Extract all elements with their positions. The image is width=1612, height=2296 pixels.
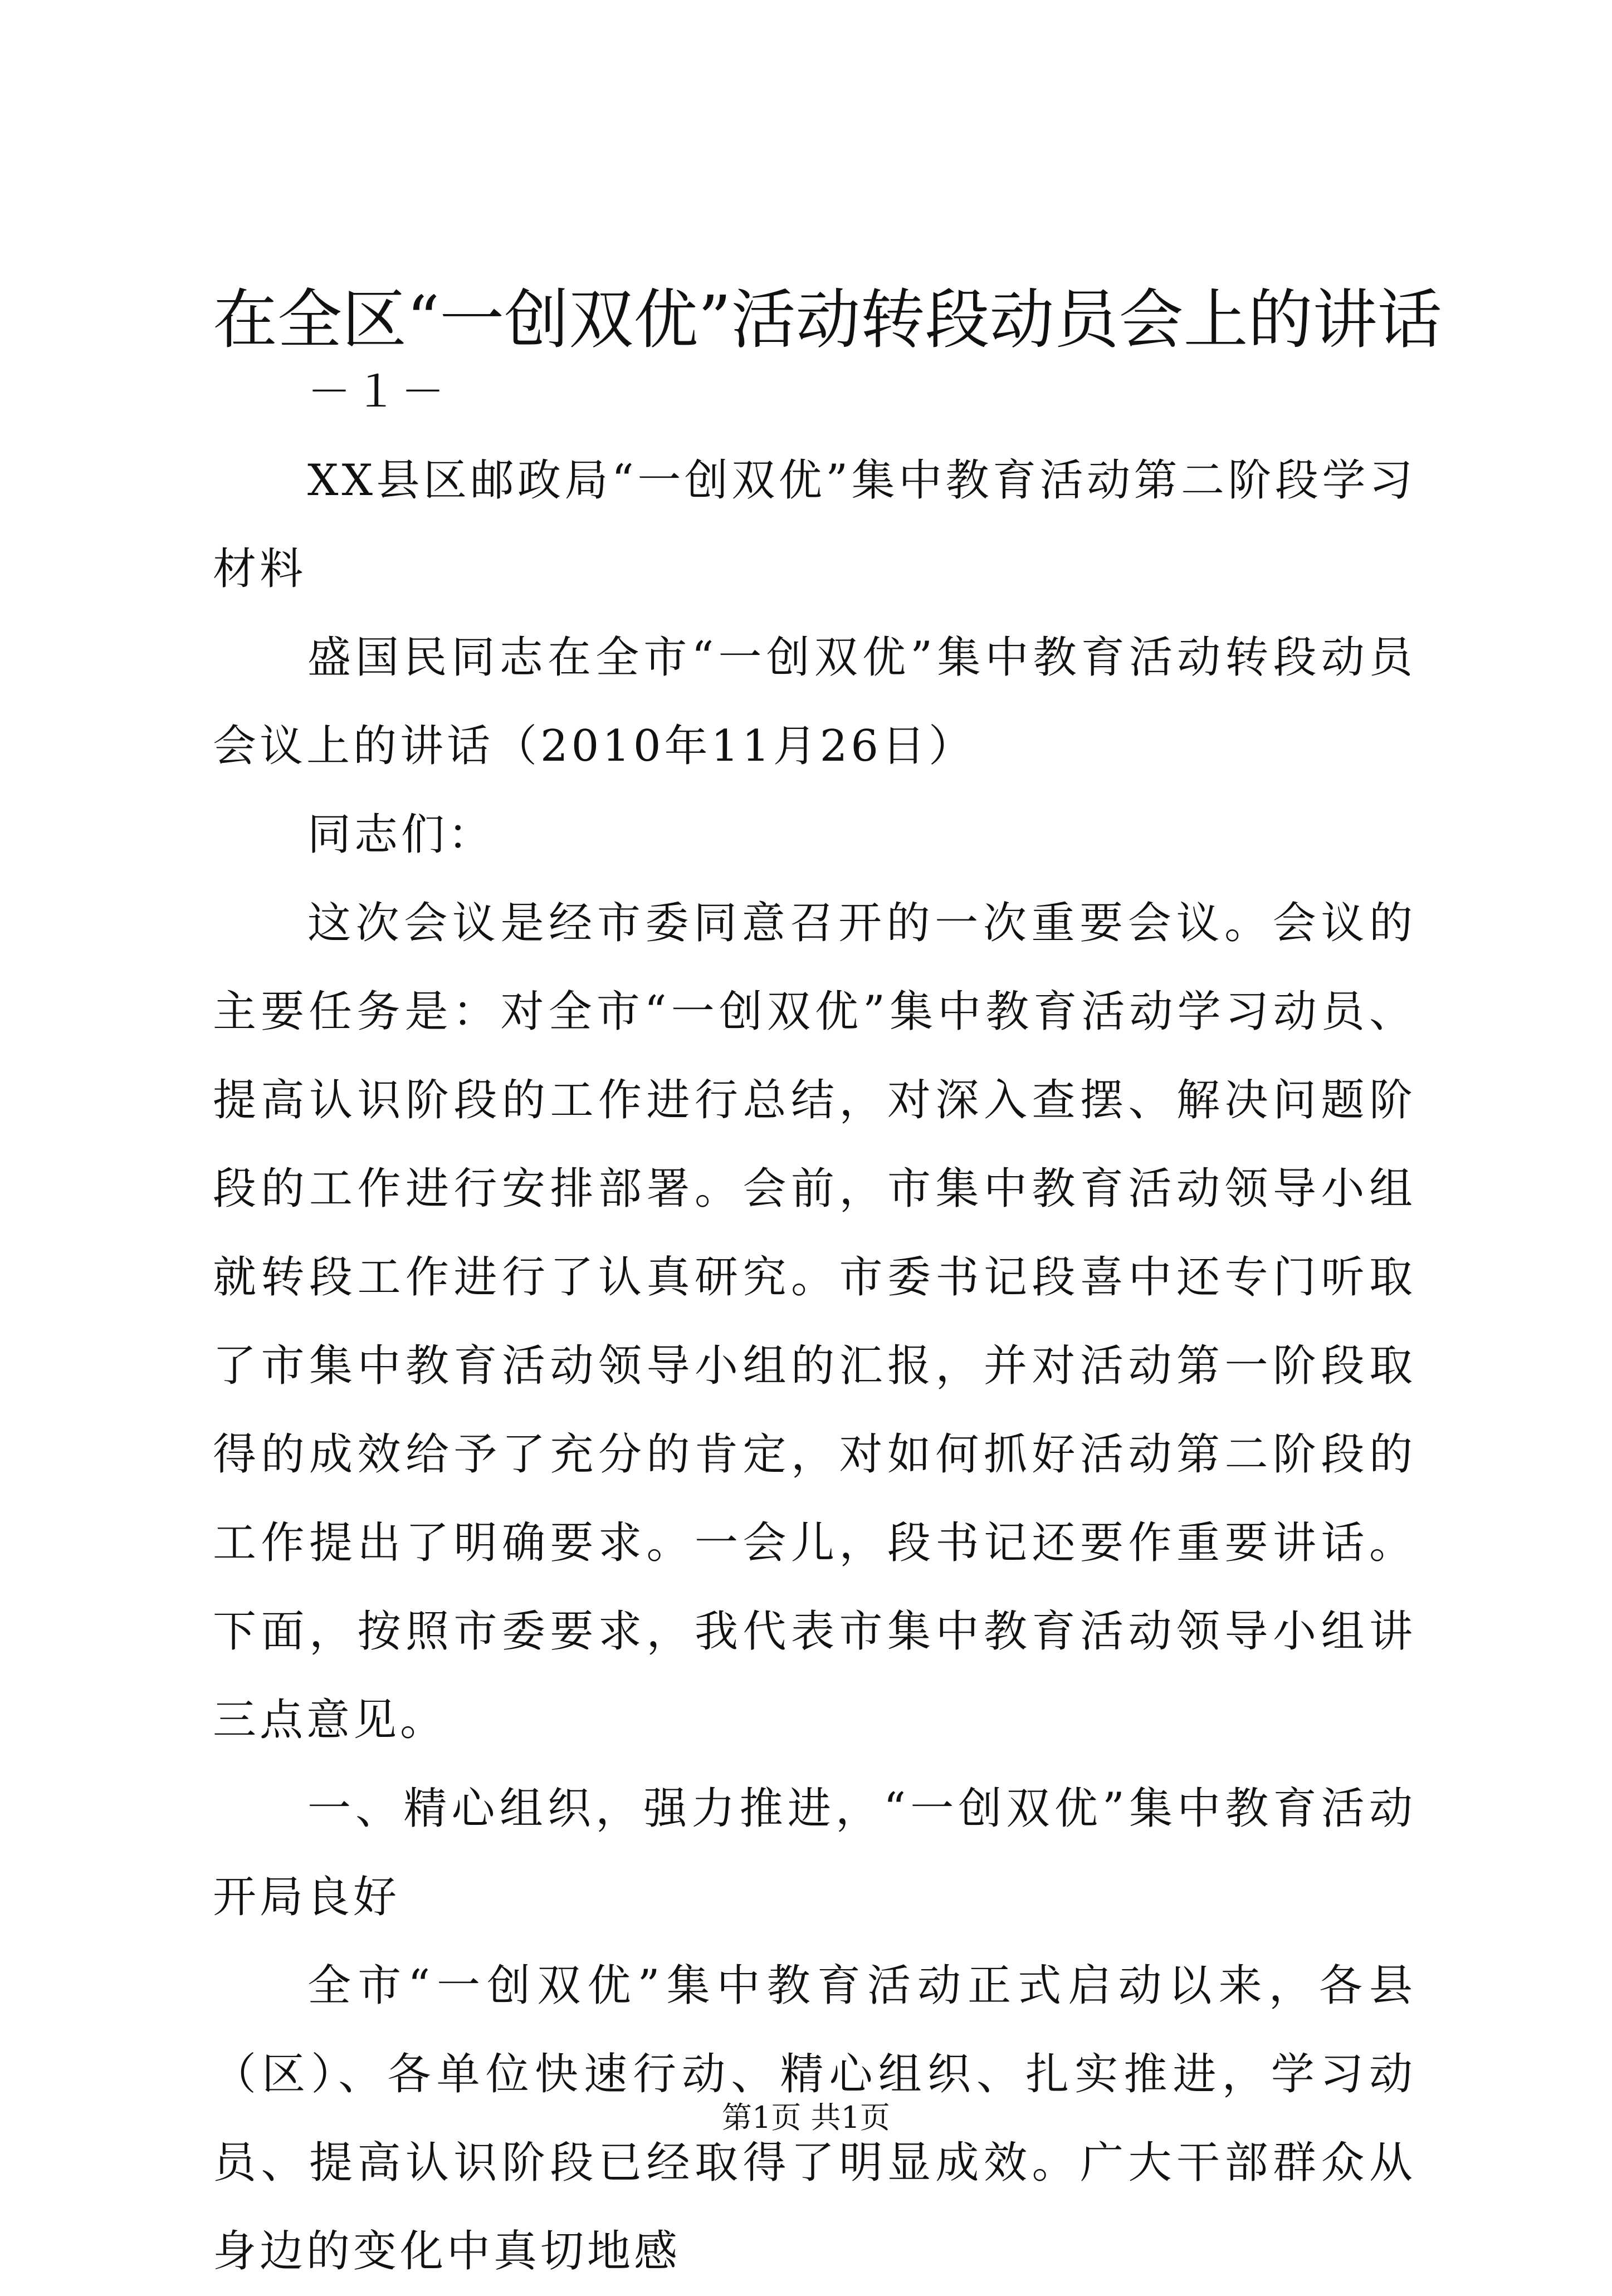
paragraph-intro: 这次会议是经市委同意召开的一次重要会议。会议的主要任务是：对全市“一创双优”集中教育活动学习动员、提高认识阶段的工作进行总结，对深入查摆、解决问题阶段的工作进行安排部署。会前，市集中教育活动领导小组就转段工作进行了认真研究。市委书记段喜中还专门听取了市集中教育活动领导小组的汇报，并对活动第一阶段取得的成效给予了充分的肯定，对如何抓好活动第二阶段的工作提出了明确要求。一会儿，段书记还要作重要讲话。下面，按照市委要求，我代表市集中教育活动领导小组讲三点意见。 <box>213 898 1416 1745</box>
page-marker: －１－ <box>307 367 448 417</box>
document-body <box>213 348 1416 2296</box>
paragraph-speech-info: 盛国民同志在全市“一创双优”集中教育活动转段动员会议上的讲话（2010年11月26日） <box>213 633 1416 771</box>
document-title: 在全区“一创双优”活动转段动员会上的讲话 <box>213 282 1442 358</box>
paragraph-section-1: 全市“一创双优”集中教育活动正式启动以来，各县（区）、各单位快速行动、精心组织、扎实推进，学习动员、提高认识阶段已经取得了明显成效。广大干部群众从身边的变化中真切地感 <box>213 1961 1416 2277</box>
paragraph-subtitle: XX县区邮政局“一创双优”集中教育活动第二阶段学习材料 <box>213 456 1416 594</box>
section-heading-1: 一、精心组织，强力推进，“一创双优”集中教育活动开局良好 <box>213 1784 1416 1922</box>
paragraph-salutation: 同志们： <box>307 810 495 860</box>
page-footer: 第1页 共1页 <box>722 2100 890 2135</box>
